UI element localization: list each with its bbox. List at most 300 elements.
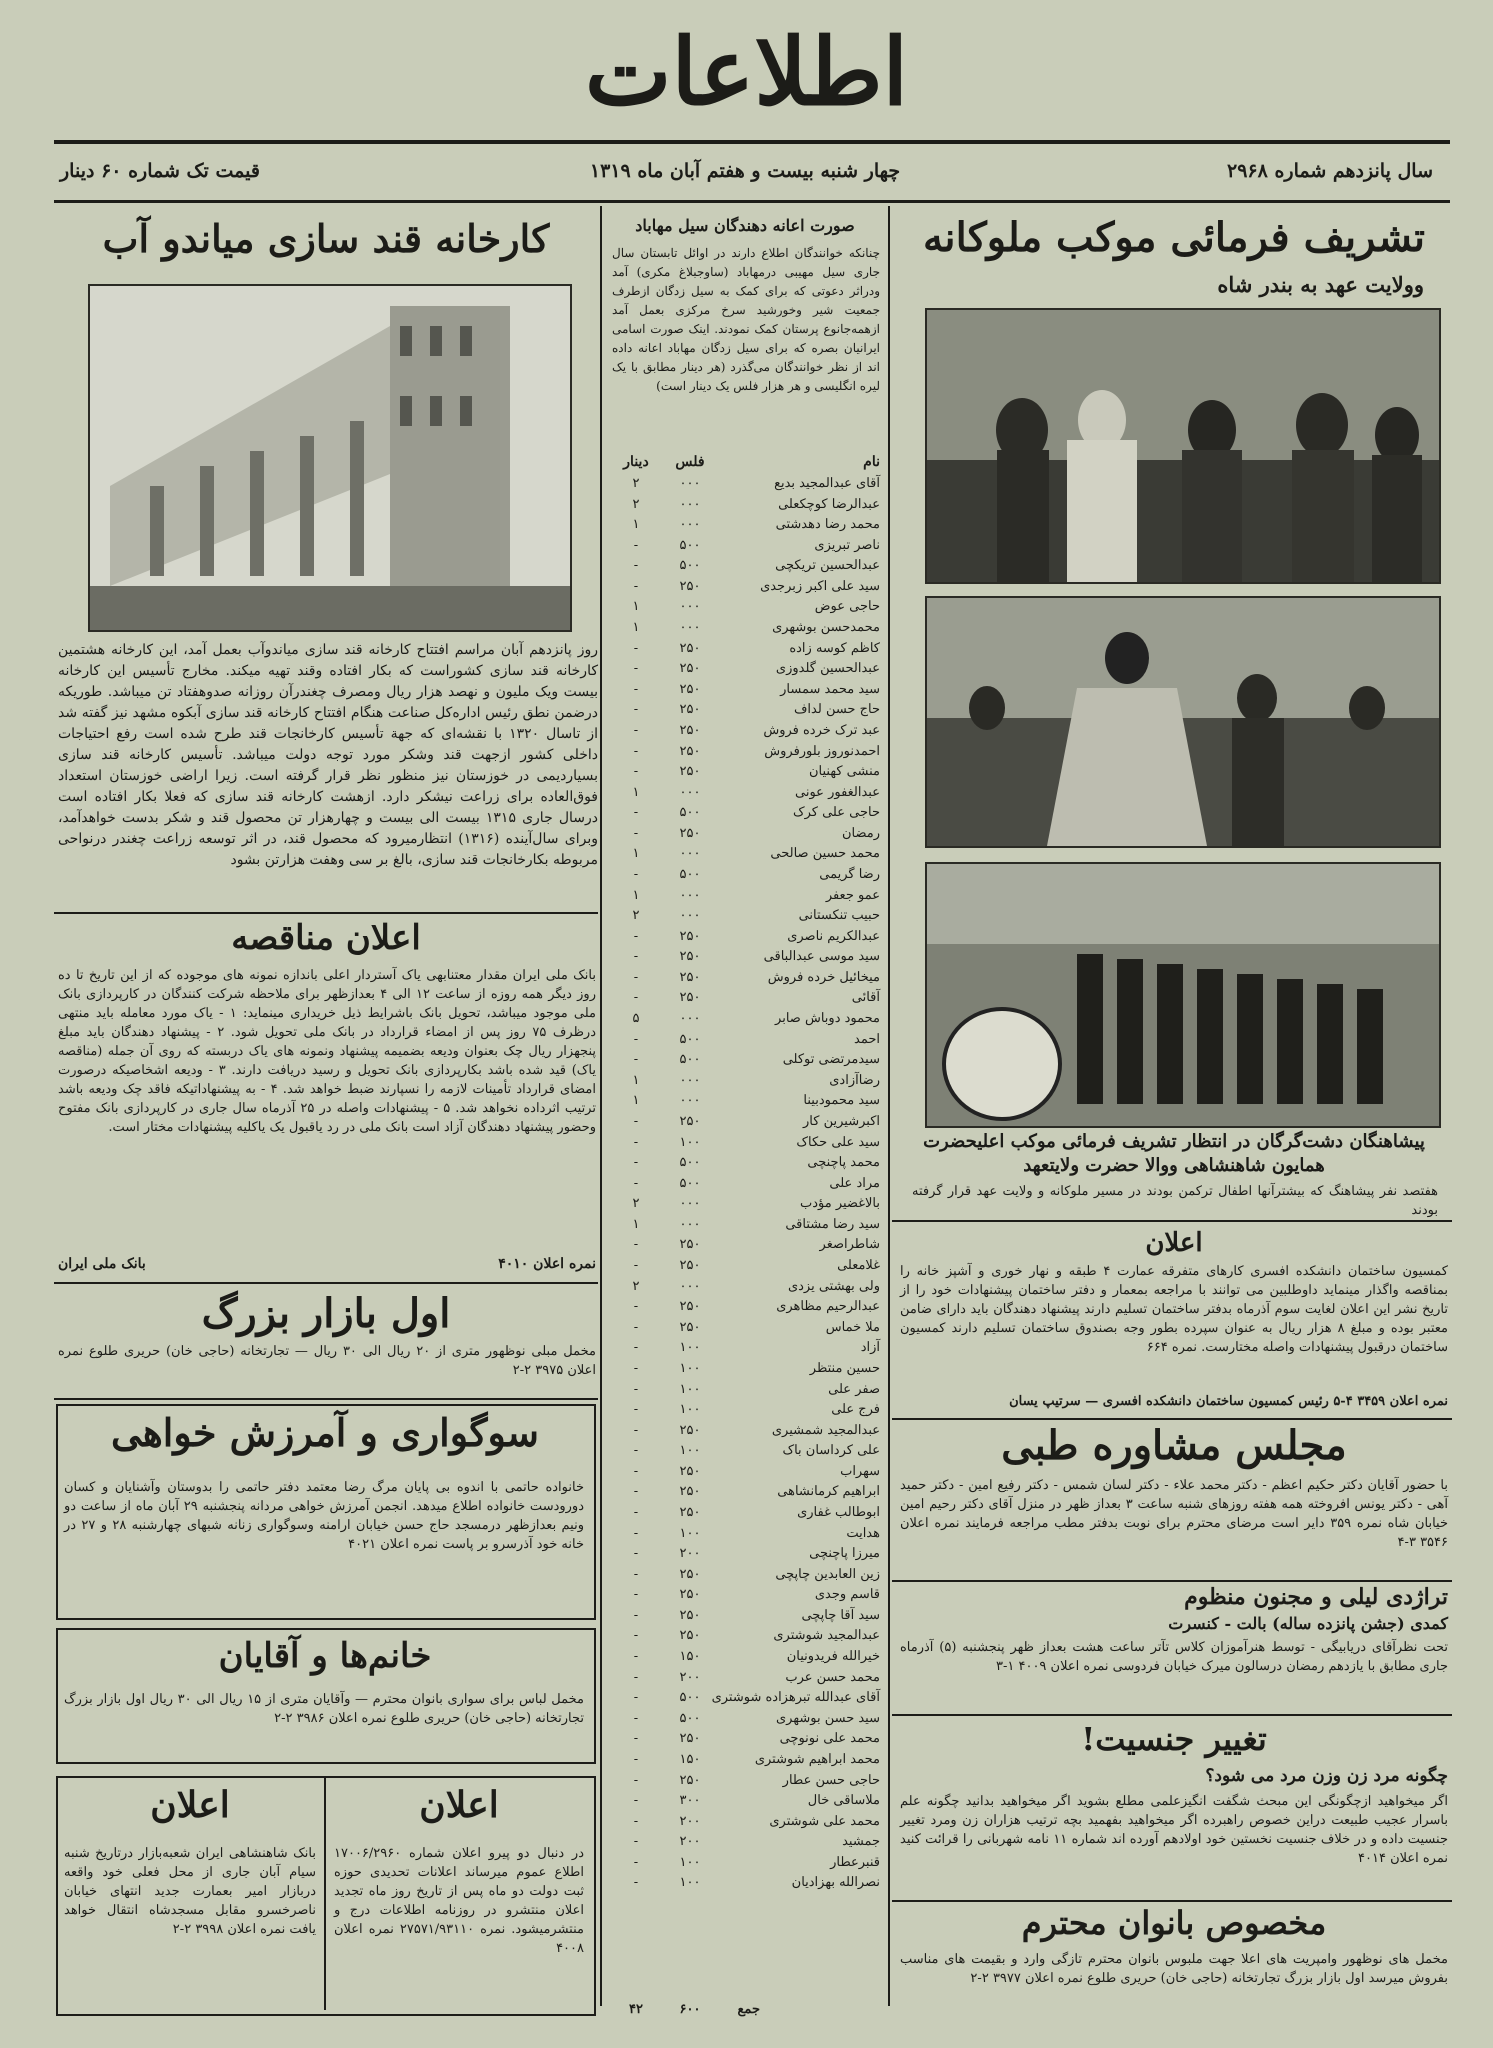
donor-name: ابراهیم کرمانشاهی — [777, 1484, 880, 1500]
donor-fils: ۲۵۰ — [679, 1504, 701, 1520]
donor-fils: ۵۰۰ — [679, 1690, 701, 1706]
donor-name: رضاآزادی — [829, 1072, 880, 1088]
donor-name: محمدحسن بوشهری — [772, 620, 880, 636]
donor-row — [612, 1133, 880, 1152]
total-fils: ۶۰۰ — [679, 2002, 701, 2017]
donor-dinar: - — [633, 1793, 639, 1809]
donor-fils: ۲۵۰ — [679, 681, 701, 697]
donor-row — [612, 1585, 880, 1604]
donor-dinar: - — [633, 825, 639, 841]
donor-name: صفر علی — [828, 1381, 880, 1397]
bank-notice-body: بانک شاهنشاهی ایران شعبه‌بازار درتاریخ شنبه سیام آبان جاری از محل فعلی خود واقعه دربازار امیر بعمارت جدید انتهای خیابان ناصرخسرو مقابل مسجدشاه انتقال خواهد یافت نمره اعلان ۳۹۹۸ ۲-۲ — [64, 1846, 316, 1937]
tender-signature: بانک ملی ایران — [58, 1256, 146, 1272]
donor-name: عبد ترک خرده فروش — [763, 722, 880, 738]
donor-dinar: ۲ — [632, 1278, 640, 1294]
donor-name: عبدالحسین تریکچی — [775, 558, 880, 574]
donor-dinar: - — [633, 1690, 639, 1706]
donor-fils: ۰۰۰ — [679, 1278, 701, 1294]
donor-dinar: - — [633, 949, 639, 965]
donor-dinar: - — [633, 1237, 639, 1253]
donor-fils: ۱۵۰ — [679, 1649, 701, 1665]
donor-row — [612, 1441, 880, 1460]
donor-dinar: - — [633, 1031, 639, 1047]
donor-fils: ۰۰۰ — [679, 1072, 701, 1088]
donor-fils: ۵۰۰ — [679, 537, 701, 553]
donor-fils: ۰۰۰ — [679, 1093, 701, 1109]
royal-visit-subhead: وولایت عهد به بندر شاه — [1217, 272, 1424, 297]
donor-dinar: - — [633, 1484, 639, 1500]
column-rule-left — [600, 206, 602, 2006]
donor-name: شاطراصغر — [819, 1237, 880, 1253]
donor-dinar: - — [633, 1628, 639, 1644]
donor-name: ناصر تبریزی — [814, 537, 880, 553]
donor-name: غلامعلی — [837, 1258, 880, 1274]
donor-name: محمد علی شوشتری — [769, 1813, 880, 1829]
ladies-ad-title: مخصوص بانوان محترم — [1021, 1904, 1327, 1942]
donor-fils: ۰۰۰ — [679, 517, 701, 533]
donor-row — [612, 947, 880, 966]
donors-table — [612, 474, 880, 1894]
donor-name: حاجی حسن عطار — [782, 1772, 880, 1788]
donor-fils: ۲۰۰ — [679, 1834, 701, 1850]
donor-name: ابوطالب غفاری — [797, 1504, 880, 1520]
donor-name: عبدالحسین گلدوزی — [775, 661, 880, 677]
tender-ref: نمره اعلان ۴۰۱۰ — [498, 1256, 596, 1272]
donor-name: سید علی حکاک — [796, 1134, 880, 1150]
donor-fils: ۲۵۰ — [679, 1484, 701, 1500]
sugar-factory-photo — [88, 284, 572, 632]
donor-name: آقای عبدالمجید بدیع — [774, 476, 880, 491]
donor-row — [612, 495, 880, 514]
donor-fils: ۲۵۰ — [679, 764, 701, 780]
royal-visit-photo-1 — [925, 308, 1441, 584]
donor-fils: ۱۰۰ — [679, 1134, 701, 1150]
donor-row — [612, 1503, 880, 1522]
donor-dinar: ۱ — [632, 784, 640, 800]
donor-row — [612, 1380, 880, 1399]
divider-rule — [324, 1778, 326, 2010]
divider-rule — [54, 1282, 598, 1284]
donor-row — [612, 1647, 880, 1666]
donor-row — [612, 1771, 880, 1790]
issue-date: چهار شنبه بیست و هفتم آبان ماه ۱۳۱۹ — [589, 160, 901, 182]
donor-fils: ۰۰۰ — [679, 1011, 701, 1027]
donor-row — [612, 1091, 880, 1110]
donor-name: ملاساقی خال — [807, 1793, 880, 1809]
donors-total — [612, 2002, 880, 2022]
donor-dinar: - — [633, 1463, 639, 1479]
sex-change-body: اگر میخواهید ازچگونگی این مبحث شگفت انگیزعلمی مطلع بشوید اگر میخواهید بدانید چگونه علم باسرار عجیب طبیعت دراین خصوص راهبرده اگر میخواهید بفهمید بچه ترتیب هزاران زن ومرد تغییر جنسیت داده و در خلاف جنسیت نخستین خود اولادهم آورده اند شماره ۱۱ نامه شهربانی را قرائت کنید نمره اعلان ۴۰۱۴ — [900, 1794, 1448, 1866]
donor-row — [612, 1359, 880, 1378]
donor-name: منشی کهنیان — [809, 764, 880, 780]
donor-name: محمود دوباش صابر — [775, 1011, 880, 1027]
donor-name: علی کرداسان باک — [782, 1443, 880, 1459]
donor-dinar: - — [633, 743, 639, 759]
donor-fils: ۲۵۰ — [679, 743, 701, 759]
donor-row — [612, 1009, 880, 1028]
donor-row — [612, 803, 880, 822]
donor-fils: ۲۰۰ — [679, 1669, 701, 1685]
donor-name: سید محمودبینا — [803, 1093, 880, 1109]
donor-row — [612, 1112, 880, 1131]
donor-fils: ۰۰۰ — [679, 496, 701, 512]
donor-row — [612, 1421, 880, 1440]
donor-fils: ۰۰۰ — [679, 1216, 701, 1232]
tender-body: بانک ملی ایران مقدار معتنابهی یاک آستردار اعلی باندازه نمونه های موجوده که از این تاریخ تا ده روز دیگر همه روزه از ساعت ۱۲ الی ۴ بعدازظهر برای ملاحظه شرکت کنندگان در کارپردازی بانک ملی موجود میباشد، تحویل بانک باشرایط ذیل خریداری مینماید: ۱ - یاک مورد معامله باید منتهی درظرف ۷۵ روز پس از امضاء قرارداد در بانک ملی تحویل شود. ۲ - پیشنهاد دهندگان باید مبلغ پنجهزار ریال چک بعنوان ودیعه بضمیمه پیشنهاد ونمونه های یاک دربسته که روی آن جمله (مناقصه یاک) قید شده باشد بکارپردازی بانک تحویل و رسید دریافت دارند. ۳ - ودیعه اشخاصیکه درصورت امضای قرارداد تأمینات لازمه را نسپارند ضبط خواهد شد. ۴ - به پیشنهاداتیکه فاقد چک ودیعه باشد ترتیب اثرداده نخواهد شد. ۵ - پیشنهادات واصله در ۲۵ آذرماه سال جاری در کارپردازی بانک مفتوح وحضور پیشنهاد دهندگان آزاد است بانک ملی در رد یاقبول یک یاکلیه پیشنهادات مختار است. — [58, 968, 596, 1135]
donor-name: قاسم وجدی — [814, 1587, 880, 1603]
donor-name: عبدالغفور عونی — [795, 784, 880, 800]
ladies-ad-body: مخمل های نوظهور وامپریت های اعلا جهت ملبوس بانوان محترم تازگی وارد و بقیمت های مناسب بفروش میرسد اول بازار بزرگ تجارتخانه (حاجی خان) حریری طلوع نمره اعلان ۳۹۷۷ ۲-۲ — [900, 1952, 1448, 1986]
donor-dinar: ۲ — [632, 1196, 640, 1212]
column-rule-right — [888, 206, 890, 2006]
divider-rule — [892, 1418, 1452, 1420]
donor-row — [612, 536, 880, 555]
donor-row — [612, 1071, 880, 1090]
donor-row — [612, 762, 880, 781]
donor-dinar: - — [633, 1875, 639, 1891]
donor-name: آقائی — [851, 990, 880, 1006]
donor-row — [612, 1668, 880, 1687]
donor-fils: ۰۰۰ — [679, 476, 701, 491]
donor-name: رضا گریمی — [819, 867, 880, 882]
donor-fils: ۲۵۰ — [679, 1113, 701, 1129]
donor-fils: ۵۰۰ — [679, 805, 701, 821]
donor-row — [612, 1606, 880, 1625]
donor-row — [612, 721, 880, 740]
donor-fils: ۰۰۰ — [679, 908, 701, 924]
donor-name: عبدالمجید شمشیری — [771, 1422, 880, 1438]
donor-dinar: - — [633, 1422, 639, 1438]
donor-row — [612, 1030, 880, 1049]
donor-dinar: ۲ — [632, 476, 640, 491]
royal-visit-headline: تشریف فرمائی موکب ملوکانه — [922, 214, 1426, 261]
sex-change-title: تغییر جنسیت! — [1081, 1720, 1267, 1758]
donor-name: سید محمد سمسار — [780, 681, 880, 697]
donor-row — [612, 659, 880, 678]
donor-name: عبدالرضا کوچکعلی — [778, 496, 880, 512]
royal-visit-photo-2 — [925, 596, 1441, 848]
donor-dinar: - — [633, 928, 639, 944]
donor-row — [612, 886, 880, 905]
tender-footer — [58, 1256, 596, 1272]
donor-row — [612, 597, 880, 616]
donor-row — [612, 1235, 880, 1254]
donor-fils: ۲۵۰ — [679, 1628, 701, 1644]
donor-fils: ۱۰۰ — [679, 1402, 701, 1418]
donor-name: عبدالمجید شوشتری — [773, 1628, 880, 1644]
donor-fils: ۲۵۰ — [679, 578, 701, 594]
donor-name: خیرالله فریدونیان — [786, 1649, 880, 1665]
donor-dinar: - — [633, 1299, 639, 1315]
donor-fils: ۲۵۰ — [679, 969, 701, 985]
clothing-ad-title: خانم‌ها و آقایان — [218, 1636, 432, 1676]
donor-dinar: - — [633, 1854, 639, 1870]
donor-dinar: ۲ — [632, 908, 640, 924]
construction-notice-title: اعلان — [1145, 1228, 1203, 1258]
divider-rule — [54, 1398, 598, 1400]
donor-name: جمشید — [842, 1834, 880, 1850]
donor-dinar: - — [633, 1751, 639, 1767]
donors-table-header — [612, 454, 880, 476]
donor-row — [612, 1256, 880, 1275]
royal-visit-photo-3 — [925, 862, 1441, 1128]
royal-visit-caption: هفتصد نفر پیشاهنگ که بیشترآنها اطفال ترکمن بودند در مسیر ملوکانه و ولایت عهد قرار گرفته بودند — [912, 1184, 1438, 1218]
estate-notice-body: در دنبال دو پیرو اعلان شماره ۱۷۰۰۶/۲۹۶۰ اطلاع عموم میرساند اعلانات تحدیدی حوزه ثبت دولت دو ماه پس از تاریخ روز ماه تجدید اعلان منتشرو در روزنامه اطلاعات درج و منتشرمیشود. نمره ۲۷۵۷۱/۹۳۱۱۰ نمره اعلان ۴۰۰۸ — [334, 1846, 584, 1956]
donor-dinar: ۱ — [632, 846, 640, 862]
donor-fils: ۱۰۰ — [679, 1854, 701, 1870]
donor-dinar: - — [633, 1525, 639, 1541]
donor-fils: ۲۵۰ — [679, 1772, 701, 1788]
donor-name: عمو جعفر — [825, 887, 880, 903]
donor-row — [612, 639, 880, 658]
medical-council-title: مجلس مشاوره طبی — [1001, 1422, 1347, 1469]
donor-dinar: - — [633, 1319, 639, 1335]
donor-row — [612, 556, 880, 575]
donor-dinar: - — [633, 764, 639, 780]
donor-dinar: ۱ — [632, 517, 640, 533]
theatre-body: تحت نظرآقای دریابیگی - توسط هنرآموزان کلاس تآتر ساعت هشت بعداز ظهر پنجشنبه (۵) آذرماه جاری مطابق با یازدهم رمضان درسالون میرک خیابان فردوسی نمره اعلان ۴۰۰۹ ۱-۳ — [900, 1640, 1448, 1674]
donor-dinar: - — [633, 805, 639, 821]
donor-row — [612, 1853, 880, 1872]
header-fils: فلس — [675, 454, 705, 470]
donor-name: حاج حسن لداف — [793, 702, 880, 718]
donor-row — [612, 1462, 880, 1481]
donor-fils: ۵۰۰ — [679, 1710, 701, 1726]
donor-dinar: - — [633, 1443, 639, 1459]
donor-fils: ۱۰۰ — [679, 1381, 701, 1397]
donor-fils: ۲۵۰ — [679, 990, 701, 1006]
donor-row — [612, 618, 880, 637]
donor-row — [612, 1832, 880, 1851]
donor-dinar: - — [633, 1710, 639, 1726]
donor-name: حبیب تنکستانی — [798, 908, 880, 924]
donor-name: زین العابدین چاپچی — [775, 1566, 880, 1582]
donor-name: محمد ابراهیم شوشتری — [754, 1751, 880, 1767]
donor-fils: ۲۵۰ — [679, 949, 701, 965]
donor-row — [612, 1215, 880, 1234]
issue-number: سال پانزدهم شماره ۲۹۶۸ — [1227, 160, 1433, 182]
donor-fils: ۲۵۰ — [679, 1319, 701, 1335]
donor-fils: ۵۰۰ — [679, 558, 701, 574]
donor-fils: ۲۵۰ — [679, 702, 701, 718]
issue-price: قیمت تک شماره ۶۰ دینار — [60, 160, 260, 182]
donor-dinar: - — [633, 1731, 639, 1747]
donors-intro: چنانکه خوانندگان اطلاع دارند در اوائل تابستان سال جاری سیل مهیبی درمهاباد (ساوجبلاغ مکری) آمد ودراثر دعوتی که برای کمک به سیل زدگان ازطرف جمعیت شیر وخورشید سرخ مرکزی بعمل آمد ازهمه‌جانوع پرستان کمک نمودند. اینک صورت اسامی ایرانیان بصره که برای سیل زدگان مهاباد اعانه داده اند از نظر خوانندگان می‌گذرد (هر دینار مطابق با یک لیره انگلیسی و هر هزار فلس یک دینار است) — [612, 246, 880, 393]
donor-name: عبدالکریم ناصری — [787, 928, 880, 944]
donor-fils: ۲۵۰ — [679, 640, 701, 656]
donor-fils: ۵۰۰ — [679, 1175, 701, 1191]
donor-row — [612, 1297, 880, 1316]
donor-dinar: - — [633, 722, 639, 738]
total-dinar: ۴۲ — [629, 2002, 643, 2017]
mourning-body: خانواده حاتمی با اندوه بی پایان مرگ رضا معتمد دفتر حاتمی را بدوستان وآشنایان و کسان دورودست خانواده اطلاع میدهد. انجمن آمرزش خواهی مردانه پنجشنبه ۲۹ آبان ماه از ساعت دو ونیم بعدازظهر درمسجد حاج حسن خیابان ارامنه وسوگواری زنانه شبهای چهارشنبه ۲۸ و ۲۷ در خانه خود آذرسرو بر پاست نمره اعلان ۴۰۲۱ — [64, 1480, 585, 1552]
donor-dinar: - — [633, 990, 639, 1006]
donor-fils: ۱۰۰ — [679, 1443, 701, 1459]
donor-fils: ۲۵۰ — [679, 661, 701, 677]
donor-dinar: - — [633, 1813, 639, 1829]
donor-name: هدایت — [846, 1525, 880, 1541]
donor-fils: ۲۵۰ — [679, 1299, 701, 1315]
donor-name: بالاغضیر مؤدب — [800, 1196, 880, 1212]
donor-name: آقای عبدالله تبرهزاده شوشتری — [711, 1690, 880, 1706]
donor-fils: ۰۰۰ — [679, 1196, 701, 1212]
total-label: جمع — [737, 2002, 760, 2017]
donor-fils: ۳۰۰ — [679, 1793, 701, 1809]
donor-row — [612, 783, 880, 802]
donor-dinar: - — [633, 1402, 639, 1418]
divider-rule — [892, 1580, 1452, 1582]
donor-fils: ۲۵۰ — [679, 722, 701, 738]
masthead-rule — [54, 140, 1450, 144]
donor-dinar: ۱ — [632, 620, 640, 636]
donor-name: حسین منتظر — [809, 1360, 880, 1376]
donor-row — [612, 474, 880, 493]
donor-name: ملا خماس — [825, 1319, 880, 1335]
donor-row — [612, 1565, 880, 1584]
donor-dinar: - — [633, 1113, 639, 1129]
donor-name: قنبرعطار — [830, 1854, 880, 1870]
donor-dinar: ۲ — [632, 496, 640, 512]
mourning-title: سوگواری و آمرزش خواهی — [111, 1410, 539, 1455]
donor-name: کاظم کوسه زاده — [789, 640, 880, 656]
donor-row — [612, 1750, 880, 1769]
donor-fils: ۰۰۰ — [679, 784, 701, 800]
donor-fils: ۱۰۰ — [679, 1340, 701, 1356]
divider-rule — [892, 1220, 1452, 1222]
theatre-title: تراژدی لیلی و مجنون منظوم — [1184, 1584, 1448, 1610]
donor-fils: ۱۰۰ — [679, 1360, 701, 1376]
donor-name: احمد — [854, 1031, 880, 1047]
divider-rule — [54, 912, 598, 914]
sugar-factory-article: روز پانزدهم آبان مراسم افتتاح کارخانه قند سازی میاندوآب بعمل آمد، این کارخانه هشتمین کارخانه قند سازی کشوراست که بکار افتاده وقند تهیه میکند. مخارج تأسیس این کارخانه بیست ویک ملیون و نهصد هزار ریال ومصرف چغندرآن روزانه صدوهفتاد تن میباشد. طوریکه درضمن نطق رئیس اداره‌کل صناعت هنگام افتتاح کارخانه قند سازی آبکوه مشهد نیز گفته شد از تاسال ۱۳۲۰ با نقشه‌ای که جهة تأسیس کارخانجات قند طرح شده است رفع احتیاجات داخلی کشور ازجهت قند وشکر مورد توجه دولت میباشد. تأسیس کارخانه قند سازی بسیاردیمی در خوزستان نیز منظور نظر قرار گرفته است. زیرا اراضی خوزستان استعداد فوق‌العاده برای زراعت نیشکر دارد. ازهشت کارخانه قند سازی که فعلا بکار افتاده است درسال جاری ۱۳۱۵ بیست الی بیست و چهارهزار تن محصول قند و شکر بدست خواهدآمد، وبرای سال‌آینده (۱۳۱۶) انتظارمیرود که محصول قند، در اثر توسعه زراعت چغندر درنواحی مربوطه بکارخانجات قند سازی، بالغ بر سی وهفت هزارتن بشود — [58, 642, 598, 868]
donor-dinar: - — [633, 1546, 639, 1562]
donor-row — [612, 1688, 880, 1707]
donor-fils: ۲۵۰ — [679, 1422, 701, 1438]
donor-fils: ۵۰۰ — [679, 1052, 701, 1068]
donor-row — [612, 927, 880, 946]
masthead-title: اطلاعات — [584, 18, 909, 126]
donor-fils: ۵۰۰ — [679, 1155, 701, 1171]
donor-name: محمد علی نونوچی — [779, 1731, 880, 1747]
donor-row — [612, 906, 880, 925]
donor-name: سید رضا مشتاقی — [785, 1216, 880, 1232]
donor-dinar: - — [633, 1381, 639, 1397]
donor-row — [612, 1482, 880, 1501]
donor-row — [612, 865, 880, 884]
donor-row — [612, 824, 880, 843]
donor-fils: ۱۵۰ — [679, 1751, 701, 1767]
donor-fils: ۵۰۰ — [679, 1031, 701, 1047]
donor-dinar: - — [633, 537, 639, 553]
donor-row — [612, 1338, 880, 1357]
donor-fils: ۲۵۰ — [679, 1258, 701, 1274]
donor-dinar: - — [633, 681, 639, 697]
donor-fils: ۲۵۰ — [679, 1566, 701, 1582]
donor-fils: ۰۰۰ — [679, 599, 701, 615]
donor-row — [612, 1318, 880, 1337]
donor-row — [612, 680, 880, 699]
donor-row — [612, 1050, 880, 1069]
donor-row — [612, 1400, 880, 1419]
donor-dinar: - — [633, 1504, 639, 1520]
construction-notice-footer: نمره اعلان ۳۴۵۹ ۴-۵ رئیس کمسیون ساختمان دانشکده افسری — سرتیپ یسان — [1009, 1394, 1448, 1409]
donor-fils: ۲۵۰ — [679, 1463, 701, 1479]
donor-row — [612, 1791, 880, 1810]
donor-name: سید موسی عبدالباقی — [763, 949, 880, 965]
donor-fils: ۰۰۰ — [679, 620, 701, 636]
royal-visit-caption-title: پیشاهنگان دشت‌گرگان در انتظار تشریف فرمائی موکب اعلیحضرت همایون شاهنشاهی ووالا حضرت ولایتعهد — [923, 1131, 1425, 1176]
donor-row — [612, 1524, 880, 1543]
donor-row — [612, 577, 880, 596]
donor-fils: ۲۰۰ — [679, 1546, 701, 1562]
donor-dinar: - — [633, 867, 639, 882]
donor-fils: ۲۰۰ — [679, 1813, 701, 1829]
header-name: نام — [863, 454, 880, 470]
donor-row — [612, 988, 880, 1007]
donor-name: ولی بهشتی یزدی — [787, 1278, 880, 1294]
donor-row — [612, 1277, 880, 1296]
donor-dinar: - — [633, 702, 639, 718]
donor-dinar: - — [633, 1258, 639, 1274]
donor-name: سیدمرتضی توکلی — [782, 1052, 880, 1068]
divider-rule — [892, 1714, 1452, 1716]
donor-name: سید علی اکبر زبرجدی — [760, 578, 880, 594]
donor-dinar: ۱ — [632, 1216, 640, 1232]
donor-name: حاجی علی کرک — [792, 805, 880, 821]
donor-row — [612, 1544, 880, 1563]
donor-dinar: - — [633, 1772, 639, 1788]
sex-change-subtitle: چگونه مرد زن وزن مرد می شود؟ — [1205, 1766, 1448, 1786]
donor-fils: ۲۵۰ — [679, 825, 701, 841]
construction-notice-body: کمسیون ساختمان دانشکده افسری کارهای متفرقه عمارت ۴ طبقه و نهار خوری و آشپز خانه را بمناقصه واگذار مینماید داوطلبین می توانند با مراجعه بمعمار و دفتر ساختمان پیشنهادات خود را از تاریخ نشر این اعلان لغایت سوم آذرماه بدفتر ساختمان تسلیم دارند پیشنهاد دهندگان باید دارای ضامن معتبر بوده و مبلغ ۸ هزار ریال به عنوان سپرده بطور وجه بصندوق ساختمان تسلیم دارند کمسیون ساختمان درقبول پیشنهادات واصله مختارست. نمره ۶۶۴ — [900, 1264, 1448, 1355]
donor-dinar: - — [633, 1340, 639, 1356]
donor-row — [612, 700, 880, 719]
donor-dinar: - — [633, 1175, 639, 1191]
donor-name: فرج علی — [831, 1402, 880, 1418]
clothing-ad-body: مخمل لباس برای سواری بانوان محترم — وآقایان متری از ۱۵ ریال الی ۳۰ ریال اول بازار بزرگ تجارتخانه (حاجی خان) حریری طلوع نمره اعلان ۳۹۸۶ ۲-۲ — [64, 1692, 585, 1726]
donor-row — [612, 844, 880, 863]
donor-fils: ۰۰۰ — [679, 887, 701, 903]
donor-name: آزاد — [860, 1340, 880, 1356]
donor-dinar: ۵ — [632, 1011, 640, 1027]
donor-dinar: - — [633, 1649, 639, 1665]
donor-dinar: - — [633, 1134, 639, 1150]
donor-dinar: - — [633, 578, 639, 594]
donor-dinar: ۱ — [632, 887, 640, 903]
donor-row — [612, 1153, 880, 1172]
donor-name: میخائیل خرده فروش — [767, 969, 880, 985]
donor-name: سید حسن بوشهری — [776, 1710, 880, 1726]
donor-dinar: - — [633, 1155, 639, 1171]
bazaar-ad-title: اول بازار بزرگ — [201, 1290, 451, 1337]
donor-row — [612, 1626, 880, 1645]
donor-dinar: - — [633, 1607, 639, 1623]
donor-dinar: ۱ — [632, 1093, 640, 1109]
donor-row — [612, 1729, 880, 1748]
header-rule — [54, 200, 1450, 203]
donors-title: صورت اعانه دهندگان سیل مهاباد — [635, 216, 855, 235]
donor-name: عبدالرحیم مظاهری — [776, 1299, 880, 1315]
bazaar-ad-body: مخمل مبلی نوظهور متری از ۲۰ ریال الی ۳۰ ریال — تجارتخانه (حاجی خان) حریری طلوع نمره اعلان ۳۹۷۵ ۲-۲ — [58, 1344, 597, 1378]
donor-name: محمد رضا دهدشتی — [775, 517, 880, 533]
donor-fils: ۲۵۰ — [679, 1731, 701, 1747]
donor-dinar: ۱ — [632, 1072, 640, 1088]
theatre-subtitle: کمدی (جشن پانزده ساله) بالت - کنسرت — [1168, 1614, 1448, 1633]
donor-fils: ۱۰۰ — [679, 1525, 701, 1541]
donor-dinar: - — [633, 1587, 639, 1603]
donor-name: احمدنوروز بلورفروش — [764, 743, 880, 759]
donor-dinar: - — [633, 1669, 639, 1685]
